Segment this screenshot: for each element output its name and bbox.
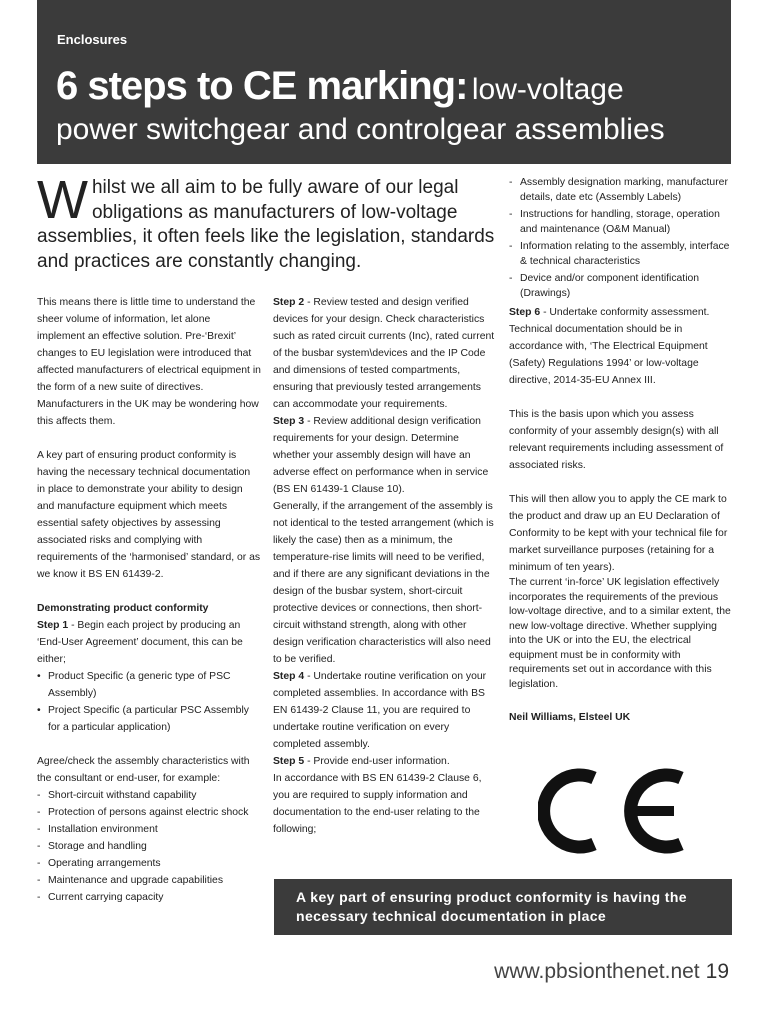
bullet-list <box>37 668 261 736</box>
list-item <box>37 821 261 838</box>
column-1 <box>37 294 261 906</box>
step-label: Step 3 <box>273 416 305 427</box>
page-footer <box>494 960 729 984</box>
dash-marker: - <box>509 209 513 220</box>
step-3 <box>273 413 495 498</box>
step-label: Step 5 <box>273 756 305 767</box>
step-text: - Provide end-user information. <box>304 756 450 767</box>
author-credit: Neil Williams, Elsteel UK <box>509 712 631 723</box>
list-item-text: Operating arrangements <box>48 858 161 869</box>
list-item <box>37 838 261 855</box>
list-item <box>37 702 261 736</box>
dash-marker: - <box>37 824 41 835</box>
list-item <box>509 240 731 269</box>
lead-text: hilst we all aim to be fully aware of our legal obligations as manufacturers of low-voltage assemblies, it often feels like the legislation, standards and practices are constantly changing. <box>37 177 495 272</box>
step-label: Step 6 <box>509 307 541 318</box>
step-1 <box>37 617 261 668</box>
list-item-text: Maintenance and upgrade capabilities <box>48 875 224 886</box>
dash-marker: - <box>37 841 41 852</box>
step-text: - Review additional design verification requirements for your design. Determine whether your assembly design will have an adverse effect on performance when in service (BS EN 61439-1 Clause 10). <box>273 416 489 495</box>
section-heading: Demonstrating product conformity <box>37 603 209 614</box>
step-6 <box>509 304 731 389</box>
article-title <box>56 66 736 115</box>
paragraph: A key part of ensuring product conformity is having the necessary technical documentation in place to demonstrate your ability to design and manufacture equipment which meets essential safety objectives by assessing associated risks and complying with requirements of the ‘harmonised’ standard, or as we know it BS EN 61439-2. <box>37 450 261 580</box>
list-item <box>509 272 731 301</box>
title-light: low-voltage <box>471 73 624 106</box>
step-text: - Undertake routine verification on your completed assemblies. In accordance with BS EN 61439-2 Clause 11, you are required to undertake routine verification on every completed assembly. <box>273 671 487 750</box>
list-item <box>509 176 731 205</box>
paragraph: In accordance with BS EN 61439-2 Clause 6, you are required to supply information and documentation to the end-user relating to the following; <box>273 773 482 835</box>
list-item-text: Project Specific (a particular PSC Assembly for a particular application) <box>48 705 249 733</box>
ce-mark-logo <box>538 756 698 866</box>
list-item-text: Assembly designation marking, manufacturer details, date etc (Assembly Labels) <box>520 177 728 203</box>
list-item-text: Short-circuit withstand capability <box>48 790 197 801</box>
paragraph: Agree/check the assembly characteristics with the consultant or end-user, for example: <box>37 756 250 784</box>
paragraph: The current ‘in-force’ UK legislation effectively incorporates the requirements of the previous low-voltage directive, and to a similar extent, the new low-voltage directive. Whether supplying into the UK or into the EU, the electrical equipment must be in conformity with requirements set out in accordance with this legislation. <box>509 577 731 690</box>
article-subtitle: power switchgear and controlgear assemblies <box>56 113 665 146</box>
step-4 <box>273 668 495 753</box>
bullet-marker: • <box>37 671 41 682</box>
column-2 <box>273 294 495 838</box>
page-number: 19 <box>705 960 729 983</box>
step-label: Step 2 <box>273 297 305 308</box>
list-item <box>37 787 261 804</box>
step-label: Step 4 <box>273 671 305 682</box>
lead-paragraph <box>37 170 497 274</box>
header-banner <box>37 0 731 164</box>
list-item-text: Instructions for handling, storage, operation and maintenance (O&M Manual) <box>520 209 720 235</box>
dash-marker: - <box>509 241 513 252</box>
dash-marker: - <box>509 177 513 188</box>
list-item-text: Installation environment <box>48 824 158 835</box>
list-item-text: Storage and handling <box>48 841 147 852</box>
list-item <box>37 804 261 821</box>
documentation-list <box>509 176 731 301</box>
list-item <box>37 889 261 906</box>
paragraph: Generally, if the arrangement of the assembly is not identical to the tested arrangement (which is likely the case) then as a minimum, the temperature-rise limits will need to be verified, and if there are any significant deviations in the design of the busbar system, short-circuit protective devices or connections, then short-circuit withstand strength, along with other design verification characteristics will also need to be verified. <box>273 501 494 665</box>
step-text: - Undertake conformity assessment. Technical documentation should be in accordance with, ‘The Electrical Equipment (Safety) Regulations 1994’ or low-voltage directive, 2014-35-EU Annex III. <box>509 307 710 386</box>
pull-quote: A key part of ensuring product conformity is having the necessary technical documentation in place <box>274 879 732 935</box>
list-item-text: Information relating to the assembly, interface & technical characteristics <box>520 241 730 267</box>
drop-cap: W <box>37 170 88 230</box>
step-text: - Begin each project by producing an ‘End-User Agreement’ document, this can be either; <box>37 620 243 665</box>
ce-c-letter <box>544 775 594 847</box>
paragraph: This is the basis upon which you assess conformity of your assembly design(s) with all relevant requirements including assessment of associated risks. <box>509 409 724 471</box>
dash-marker: - <box>37 892 41 903</box>
list-item-text: Protection of persons against electric shock <box>48 807 249 818</box>
list-item-text: Device and/or component identification (Drawings) <box>520 273 700 299</box>
dash-marker: - <box>37 807 41 818</box>
dash-marker: - <box>509 273 513 284</box>
list-item-text: Current carrying capacity <box>48 892 164 903</box>
section-label: Enclosures <box>57 32 128 47</box>
dash-marker: - <box>37 790 41 801</box>
dash-marker: - <box>37 875 41 886</box>
paragraph: This means there is little time to understand the sheer volume of information, let alone implement an effective solution. Pre-‘Brexit’ changes to EU legislation were introduced that affected manufacturers of electrical equipment in the form of a new suite of directives. Manufacturers in the UK may be wondering how this affects them. <box>37 297 261 427</box>
step-text: - Review tested and design verified devices for your design. Check characteristics such as rated circuit currents (Inc), rated current of the busbar system\devices and the IP Code and dimensions of tested compartments, ensuring that previously tested arrangements can accommodate your requirements. <box>273 297 495 410</box>
characteristics-list <box>37 787 261 906</box>
list-item <box>37 872 261 889</box>
paragraph: This will then allow you to apply the CE mark to the product and draw up an EU Declaration of Conformity to be kept with your technical file for market surveillance purposes (retaining for a minimum of ten years). <box>509 494 728 573</box>
bullet-marker: • <box>37 705 41 716</box>
step-5 <box>273 753 495 770</box>
column-3 <box>509 176 731 743</box>
title-bold: 6 steps to CE marking: <box>56 64 468 108</box>
list-item <box>509 208 731 237</box>
list-item-text: Product Specific (a generic type of PSC Assembly) <box>48 671 231 699</box>
step-label: Step 1 <box>37 620 69 631</box>
step-2 <box>273 294 495 413</box>
website-url: www.pbsionthenet.net <box>494 960 700 983</box>
list-item <box>37 855 261 872</box>
list-item <box>37 668 261 702</box>
dash-marker: - <box>37 858 41 869</box>
